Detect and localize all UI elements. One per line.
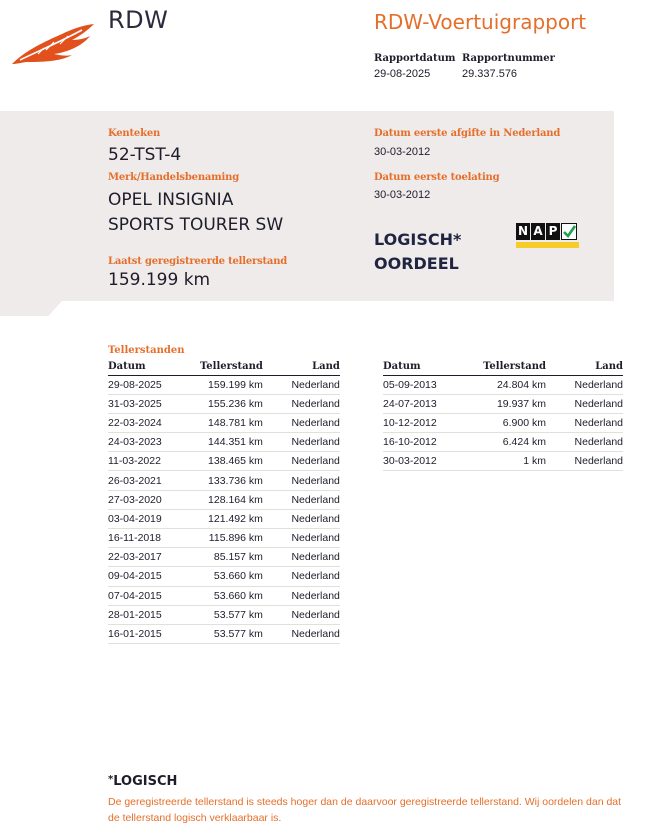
- reading-date: 29-08-2025: [108, 375, 200, 394]
- reading-date: 30-03-2012: [383, 452, 475, 471]
- table-row: [108, 509, 340, 528]
- reading-land: Nederland: [263, 471, 340, 490]
- reading-land: Nederland: [546, 375, 623, 394]
- table-row: [108, 471, 340, 490]
- reading-km: 6.424 km: [475, 433, 546, 452]
- reading-date: 22-03-2024: [108, 413, 200, 432]
- table-header-row: [108, 361, 340, 375]
- reading-km: 159.199 km: [200, 375, 263, 394]
- rdw-feather-logo-icon: [10, 20, 94, 66]
- table-row: [383, 375, 623, 394]
- reading-km: 121.492 km: [200, 509, 263, 528]
- verdict-line-2: OORDEEL: [374, 254, 459, 273]
- reading-land: Nederland: [546, 394, 623, 413]
- table-row: [108, 605, 340, 624]
- reading-land: Nederland: [263, 490, 340, 509]
- reading-date: 22-03-2017: [108, 548, 200, 567]
- table-row: [383, 433, 623, 452]
- odometer-value: 159.199 km: [108, 270, 211, 290]
- nap-letter-a: A: [531, 223, 545, 240]
- reading-date: 07-04-2015: [108, 586, 200, 605]
- col-header-date: Datum: [383, 361, 475, 375]
- table-row: [108, 548, 340, 567]
- readings-table-right: [383, 361, 623, 471]
- reading-date: 10-12-2012: [383, 413, 475, 432]
- reading-date: 27-03-2020: [108, 490, 200, 509]
- first-issue-nl-label: Datum eerste afgifte in Nederland: [374, 128, 561, 139]
- reading-date: 05-09-2013: [383, 375, 475, 394]
- verdict: [374, 228, 461, 276]
- first-issue-nl-date: 30-03-2012: [374, 146, 431, 158]
- reading-land: Nederland: [546, 452, 623, 471]
- reading-km: 53.660 km: [200, 586, 263, 605]
- table-row: [108, 452, 340, 471]
- report-title: RDW-Voertuigrapport: [374, 10, 587, 34]
- checkmark-icon: [561, 223, 577, 240]
- reading-land: Nederland: [546, 413, 623, 432]
- nap-check-logo-icon: [516, 223, 582, 249]
- footnote-text: De geregistreerde tellerstand is steeds hoger dan de daarvoor geregistreerde tellerstand. Wij oordelen dan dat de tellerstand logisch verklaarbaar is.: [108, 796, 622, 824]
- readings-title: Tellerstanden: [108, 345, 185, 356]
- table-row: [108, 394, 340, 413]
- reading-date: 16-01-2015: [108, 624, 200, 643]
- first-admission-date: 30-03-2012: [374, 189, 431, 201]
- reading-km: 1 km: [475, 452, 546, 471]
- table-row: [108, 567, 340, 586]
- reading-km: 133.736 km: [200, 471, 263, 490]
- table-row: [108, 413, 340, 432]
- reading-km: 144.351 km: [200, 433, 263, 452]
- reading-date: 31-03-2025: [108, 394, 200, 413]
- reading-date: 24-03-2023: [108, 433, 200, 452]
- odometer-label: Laatst geregistreerde tellerstand: [108, 256, 288, 267]
- table-row: [108, 375, 340, 394]
- col-header-date: Datum: [108, 361, 200, 375]
- reading-land: Nederland: [263, 413, 340, 432]
- make-label: Merk/Handelsbenaming: [108, 172, 240, 183]
- report-number: 29.337.576: [462, 68, 518, 80]
- reading-land: Nederland: [263, 433, 340, 452]
- license-plate: 52-TST-4: [108, 145, 182, 165]
- reading-date: 28-01-2015: [108, 605, 200, 624]
- reading-km: 155.236 km: [200, 394, 263, 413]
- first-admission-label: Datum eerste toelating: [374, 172, 500, 183]
- table-row: [108, 433, 340, 452]
- plate-label: Kenteken: [108, 128, 161, 139]
- table-row: [108, 529, 340, 548]
- col-header-km: Tellerstand: [475, 361, 546, 375]
- reading-km: 148.781 km: [200, 413, 263, 432]
- table-row: [108, 586, 340, 605]
- col-header-km: Tellerstand: [200, 361, 263, 375]
- reading-km: 85.157 km: [200, 548, 263, 567]
- reading-date: 16-10-2012: [383, 433, 475, 452]
- reading-land: Nederland: [263, 394, 340, 413]
- reading-land: Nederland: [263, 624, 340, 643]
- reading-date: 03-04-2019: [108, 509, 200, 528]
- table-row: [108, 624, 340, 643]
- table-header-row: [383, 361, 623, 375]
- make-line-1: OPEL INSIGNIA: [108, 190, 234, 210]
- reading-land: Nederland: [263, 529, 340, 548]
- reading-date: 09-04-2015: [108, 567, 200, 586]
- vehicle-summary-panel: [0, 111, 614, 301]
- nap-letter-n: N: [517, 224, 529, 238]
- verdict-line-1: LOGISCH*: [374, 230, 462, 249]
- reading-land: Nederland: [263, 548, 340, 567]
- reading-date: 16-11-2018: [108, 529, 200, 548]
- footnote-title-text: LOGISCH: [113, 774, 178, 789]
- reading-km: 53.577 km: [200, 624, 263, 643]
- reading-km: 138.465 km: [200, 452, 263, 471]
- brand-name: RDW: [108, 6, 169, 34]
- reading-land: Nederland: [263, 605, 340, 624]
- reading-km: 53.660 km: [200, 567, 263, 586]
- panel-tail-decoration: [0, 301, 62, 316]
- reading-km: 128.164 km: [200, 490, 263, 509]
- table-row: [108, 490, 340, 509]
- reading-land: Nederland: [263, 509, 340, 528]
- report-date-label: Rapportdatum: [374, 53, 456, 64]
- reading-date: 24-07-2013: [383, 394, 475, 413]
- readings-table-left: [108, 361, 340, 644]
- table-row: [383, 413, 623, 432]
- reading-km: 115.896 km: [200, 529, 263, 548]
- table-row: [383, 452, 623, 471]
- make-line-2: SPORTS TOURER SW: [108, 215, 284, 235]
- report-date: 29-08-2025: [374, 68, 431, 80]
- footnote-star: *: [108, 774, 114, 785]
- col-header-land: Land: [546, 361, 623, 375]
- reading-date: 26-03-2021: [108, 471, 200, 490]
- reading-land: Nederland: [263, 452, 340, 471]
- reading-km: 24.804 km: [475, 375, 546, 394]
- reading-km: 19.937 km: [475, 394, 546, 413]
- reading-land: Nederland: [263, 567, 340, 586]
- reading-km: 53.577 km: [200, 605, 263, 624]
- nap-yellow-bar: [516, 242, 579, 248]
- reading-land: Nederland: [546, 433, 623, 452]
- col-header-land: Land: [263, 361, 340, 375]
- reading-land: Nederland: [263, 586, 340, 605]
- reading-land: Nederland: [263, 375, 340, 394]
- reading-date: 11-03-2022: [108, 452, 200, 471]
- reading-km: 6.900 km: [475, 413, 546, 432]
- table-row: [383, 394, 623, 413]
- report-number-label: Rapportnummer: [462, 53, 555, 64]
- nap-letter-p: P: [546, 223, 560, 240]
- footnote-title: [108, 774, 177, 789]
